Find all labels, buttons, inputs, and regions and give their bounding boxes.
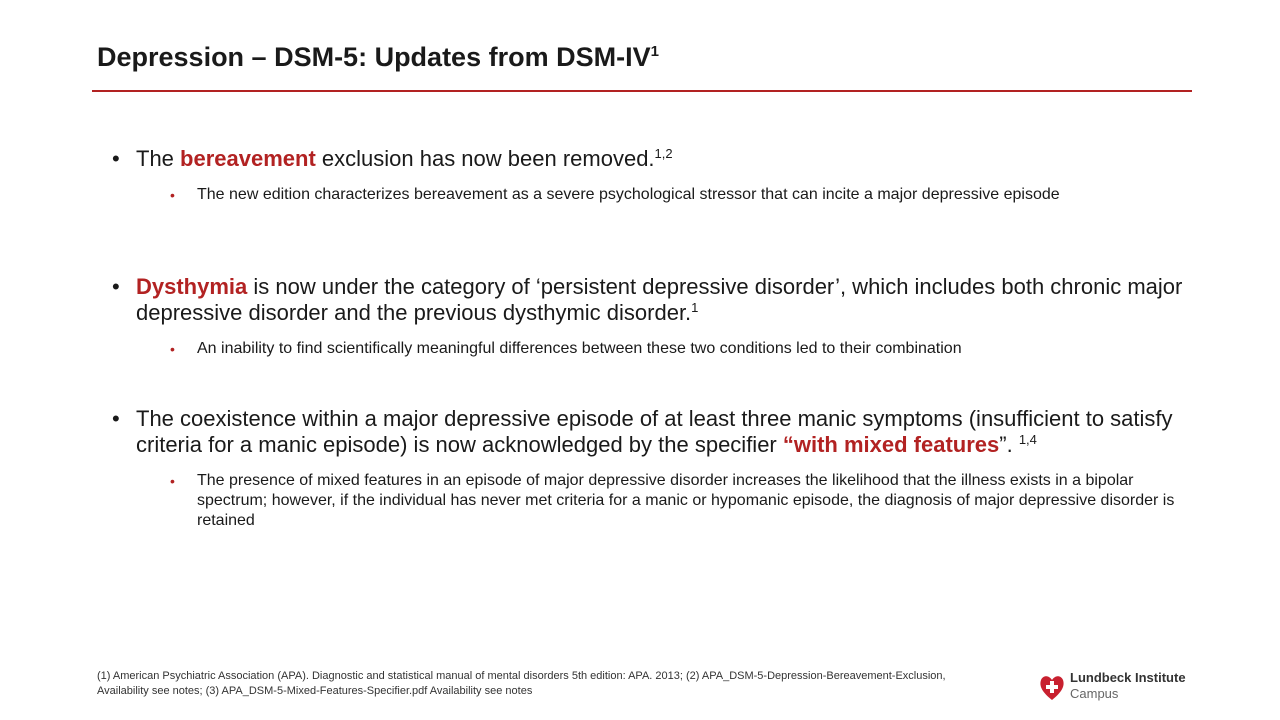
slide-title-superscript: 1 bbox=[650, 43, 659, 60]
logo-line-2: Campus bbox=[1070, 686, 1119, 701]
bullet-highlight: “with mixed features bbox=[782, 432, 1000, 457]
bullet-main-text bbox=[112, 406, 1192, 458]
bullet-text-post: is now under the category of ‘persistent depressive disorder’, which includes both chronic major depressive disorder and the previous dysthymic disorder. bbox=[136, 274, 1183, 325]
bullet-text-pre: The bbox=[136, 146, 181, 171]
footnote-references: (1) American Psychiatric Association (APA). Diagnostic and statistical manual of mental disorders 5th edition: APA. 2013; (2) APA_DSM-5-Depression-Bereavement-Exclusion, Availability see notes; (3) APA_DSM-5-Mixed-Features-Specifier.pdf Availability see notes bbox=[97, 670, 946, 697]
logo-line-1: Lundbeck Institute bbox=[1070, 670, 1186, 685]
sub-bullet: • The presence of mixed features in an episode of major depressive disorder increases the likelihood that the illness exists in a bipolar spectrum; however, if the individual has never met criteria for a manic or hypomanic episode, the diagnosis of major depressive disorder is retained bbox=[112, 471, 1192, 531]
sub-bullet: • An inability to find scientifically meaningful differences between these two conditions led to their combination bbox=[112, 339, 1192, 359]
slide-title bbox=[97, 42, 659, 73]
bullet-reference: 1 bbox=[691, 300, 699, 315]
bullet-item-dysthymia bbox=[112, 274, 1192, 359]
bullet-text-pre: The coexistence within a major depressive episode of at least three manic symptoms (insufficient to satisfy criteria for a manic episode) is now acknowledged by the specifier bbox=[136, 406, 1173, 457]
bullet-item-mixed-features bbox=[112, 406, 1192, 531]
bullet-reference: 1,4 bbox=[1018, 432, 1037, 447]
bullet-text-post: ”. bbox=[999, 432, 1019, 457]
bullet-main-text bbox=[112, 274, 1192, 326]
bullet-highlight: bereavement bbox=[180, 146, 316, 171]
heart-cross-icon bbox=[1038, 672, 1066, 702]
logo-text bbox=[1070, 670, 1186, 702]
lundbeck-logo bbox=[1038, 669, 1198, 705]
bullet-reference: 1,2 bbox=[654, 146, 673, 161]
slide-title-text: Depression – DSM-5: Updates from DSM-IV bbox=[97, 42, 651, 72]
bullet-item-bereavement bbox=[112, 146, 1192, 205]
sub-bullet: • The new edition characterizes bereavement as a severe psychological stressor that can incite a major depressive episode bbox=[112, 185, 1192, 205]
bullet-text-post: exclusion has now been removed. bbox=[315, 146, 655, 171]
bullet-highlight: Dysthymia bbox=[136, 274, 248, 299]
title-divider bbox=[92, 90, 1192, 92]
bullet-main-text bbox=[112, 146, 1192, 172]
